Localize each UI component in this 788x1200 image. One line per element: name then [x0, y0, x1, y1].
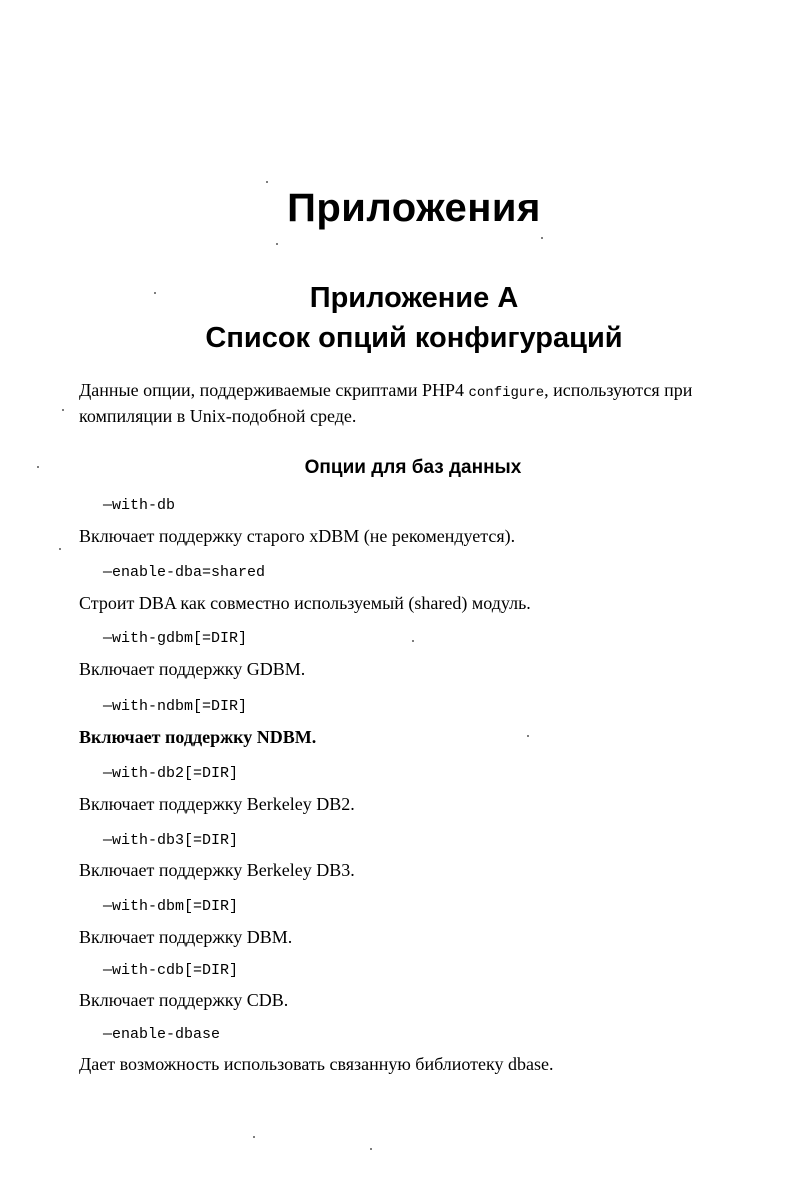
appendix-label: Приложение А	[309, 282, 519, 314]
option-description: Включает поддержку старого xDBM (не рекомендуется).	[79, 526, 516, 546]
intro-text-end: , используются при компиляции в Unix-подобной среде.	[79, 380, 693, 426]
option-flag: —with-cdb[=DIR]	[103, 962, 239, 979]
option-flag: —with-db2[=DIR]	[103, 765, 239, 782]
scan-speck	[253, 1136, 255, 1138]
intro-code-configure: configure	[468, 385, 545, 401]
option-description: Включает поддержку Berkeley DB3.	[79, 860, 355, 880]
option-flag: —with-db3[=DIR]	[103, 832, 239, 849]
scan-speck	[62, 409, 64, 411]
scan-speck	[59, 548, 61, 550]
option-description: Включает поддержку GDBM.	[79, 659, 306, 679]
scan-speck	[37, 466, 39, 468]
option-description: Включает поддержку NDBM.	[79, 727, 317, 747]
scan-speck	[412, 640, 414, 642]
section-heading: Опции для баз данных	[304, 457, 522, 478]
option-flag: —with-dbm[=DIR]	[103, 898, 239, 915]
scan-speck	[541, 237, 543, 239]
option-flag: —enable-dba=shared	[103, 564, 266, 581]
option-flag: —with-ndbm[=DIR]	[103, 698, 248, 715]
intro-text-start: Данные опции, поддерживаемые скриптами PHP4	[79, 380, 469, 400]
appendix-subtitle: Список опций конфигураций	[205, 322, 623, 354]
option-description: Включает поддержку DBM.	[79, 927, 293, 947]
scan-speck	[527, 735, 529, 737]
intro-paragraph	[79, 379, 759, 428]
option-description: Включает поддержку Berkeley DB2.	[79, 794, 355, 814]
option-description: Включает поддержку CDB.	[79, 990, 289, 1010]
scan-speck	[266, 181, 268, 183]
scan-speck	[370, 1148, 372, 1150]
option-flag: —with-gdbm[=DIR]	[103, 630, 248, 647]
option-description: Строит DBA как совместно используемый (shared) модуль.	[79, 593, 531, 613]
appendix-title	[0, 278, 788, 358]
part-title: Приложения	[287, 186, 541, 230]
option-flag: —enable-dbase	[103, 1026, 221, 1043]
option-flag: —with-db	[103, 497, 176, 514]
option-description: Дает возможность использовать связанную библиотеку dbase.	[79, 1054, 554, 1074]
scan-speck	[276, 243, 278, 245]
scan-speck	[154, 292, 156, 294]
